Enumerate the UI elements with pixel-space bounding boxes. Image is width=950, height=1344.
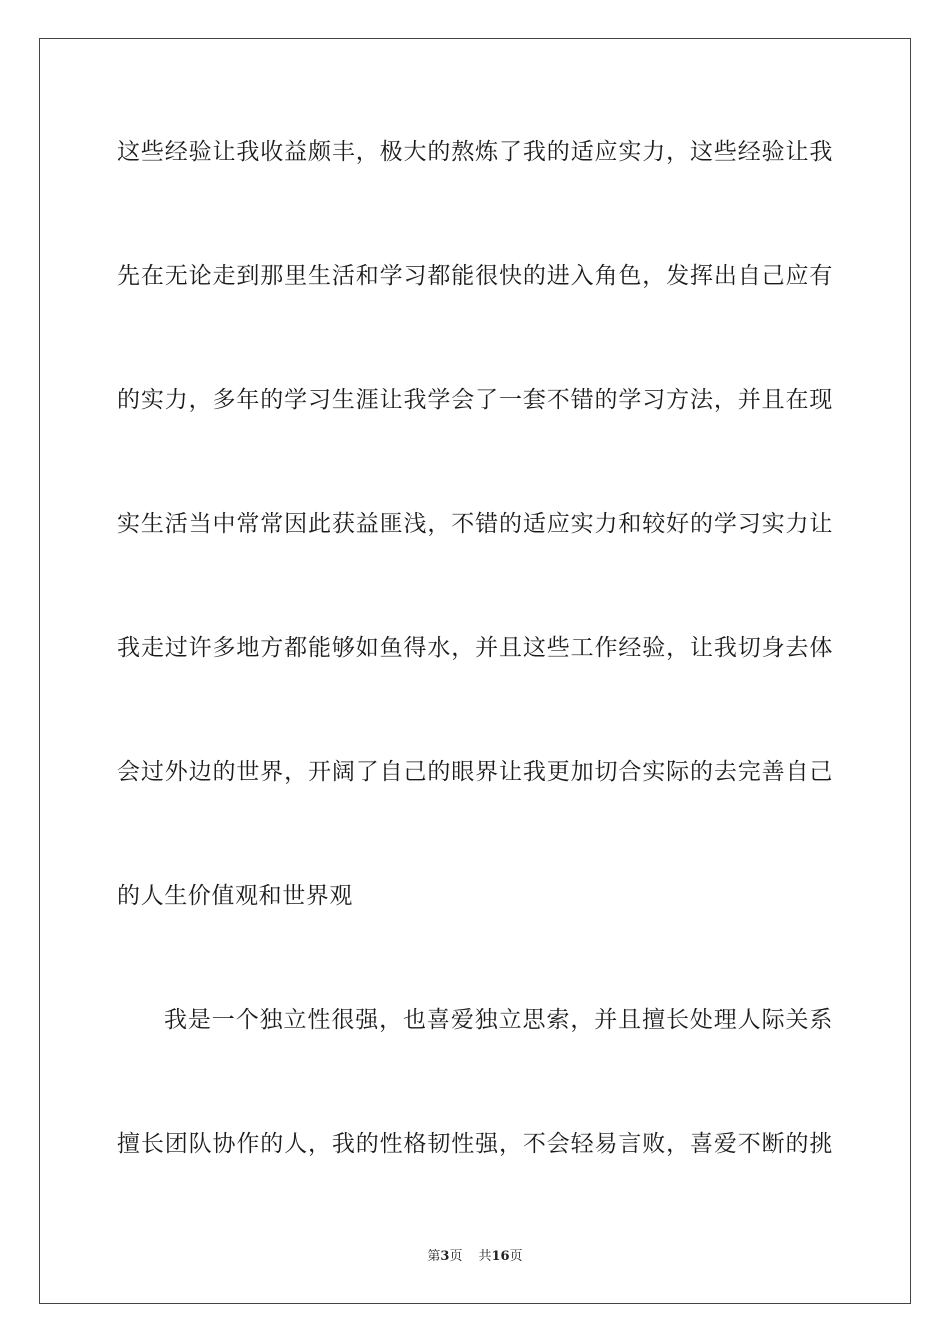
total-prefix: 共 [478,1249,492,1264]
page-footer [0,1248,950,1266]
text-line-8: 我是一个独立性很强，也喜爱独立思索，并且擅长处理人际关系 [164,1007,833,1033]
total-pages: 16 [491,1249,510,1264]
page-number: 3 [440,1249,450,1264]
text-line-2: 先在无论走到那里生活和学习都能很快的进入角色，发挥出自己应有 [117,263,833,289]
text-line-6: 会过外边的世界，开阔了自己的眼界让我更加切合实际的去完善自己 [117,759,833,785]
page-suffix: 页 [449,1249,463,1264]
text-line-1: 这些经验让我收益颇丰，极大的熬炼了我的适应实力，这些经验让我 [117,139,833,165]
text-line-4: 实生活当中常常因此获益匪浅，不错的适应实力和较好的学习实力让 [117,511,833,537]
total-suffix: 页 [509,1249,523,1264]
text-line-5: 我走过许多地方都能够如鱼得水，并且这些工作经验，让我切身去体 [117,635,833,661]
page-prefix: 第 [427,1249,441,1264]
text-line-7: 的人生价值观和世界观 [117,883,353,909]
text-line-9: 擅长团队协作的人，我的性格韧性强，不会轻易言败，喜爱不断的挑 [117,1131,833,1157]
page-border [39,38,911,1304]
text-line-3: 的实力，多年的学习生涯让我学会了一套不错的学习方法，并且在现 [117,387,833,413]
